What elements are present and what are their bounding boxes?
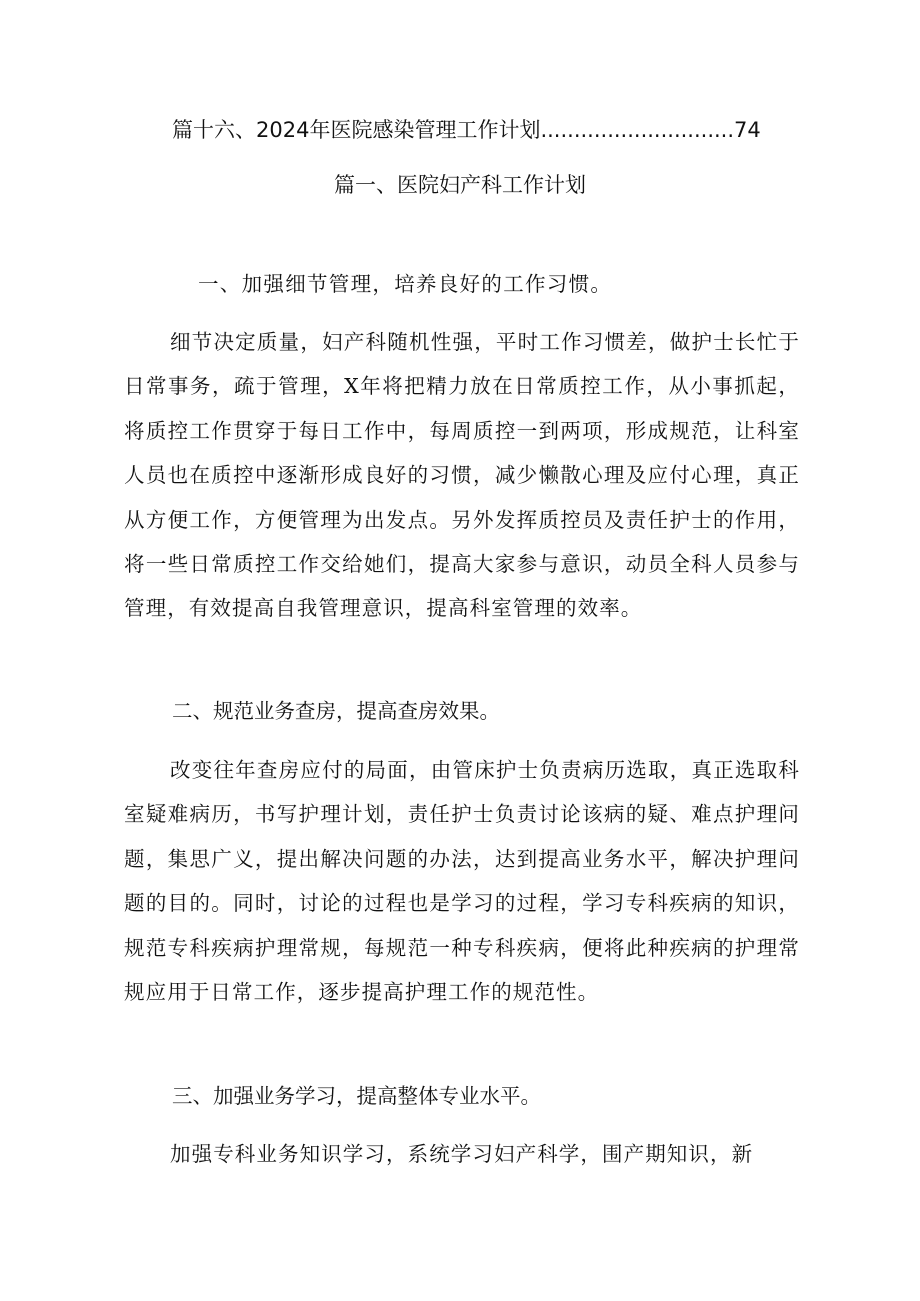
section-heading-1: 一、加强细节管理，培养良好的工作习惯。 [198, 272, 613, 296]
section-heading-2: 二、规范业务查房，提高查房效果。 [172, 699, 500, 723]
toc-entry[interactable]: 篇十六、2024年医院感染管理工作计划.............................74 [172, 118, 761, 142]
document-title: 篇一、医院妇产科工作计划 [334, 173, 586, 197]
section-paragraph-3: 加强专科业务知识学习，系统学习妇产科学，围产期知识，新 [170, 1142, 754, 1166]
section-heading-3: 三、加强业务学习，提高整体专业水平。 [172, 1084, 541, 1108]
section-paragraph-2: 改变往年查房应付的局面，由管床护士负责病历选取，真正选取科室疑难病历，书写护理计划，责任护士负责讨论该病的疑、难点护理问题，集思广义，提出解决问题的办法，达到提高业务水平，解决护理问题的目的。同时，讨论的过程也是学习的过程，学习专科疾病的知识，规范专科疾病护理常规，每规范一种专科疾病，便将此种疾病的护理常规应用于日常工作，逐步提高护理工作的规范性。 [124, 758, 800, 1005]
section-paragraph-1: 细节决定质量，妇产科随机性强，平时工作习惯差，做护士长忙于日常事务，疏于管理，X年将把精力放在日常质控工作，从小事抓起，将质控工作贯穿于每日工作中，每周质控一到两项，形成规范，让科室人员也在质控中逐渐形成良好的习惯，减少懒散心理及应付心理，真正从方便工作，方便管理为出发点。另外发挥质控员及责任护士的作用，将一些日常质控工作交给她们，提高大家参与意识，动员全科人员参与管理，有效提高自我管理意识，提高科室管理的效率。 [124, 330, 800, 621]
